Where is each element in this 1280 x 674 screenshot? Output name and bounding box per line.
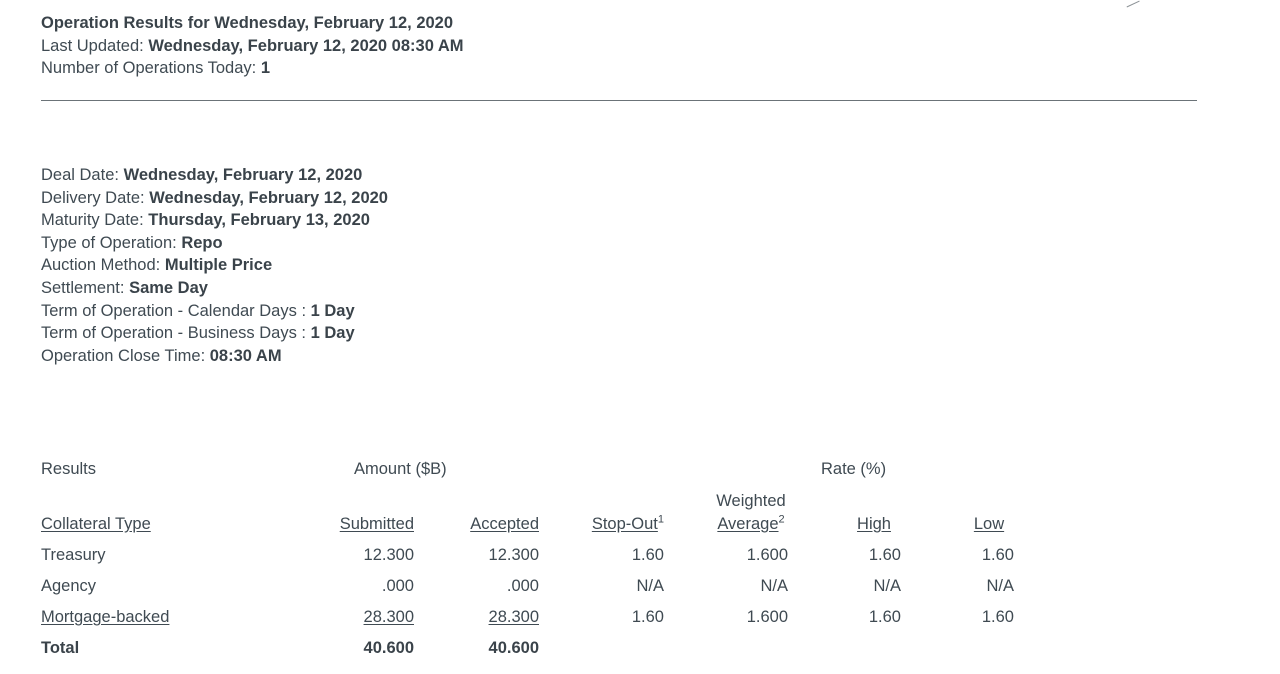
num-ops-value: 1 bbox=[260, 59, 271, 78]
row-mortgage-accepted-link[interactable]: 28.300 bbox=[488, 608, 539, 626]
col-low[interactable]: Low bbox=[973, 515, 1005, 533]
total-label: Total bbox=[41, 639, 80, 657]
row-mortgage-type-link[interactable]: Mortgage-backed bbox=[41, 608, 170, 626]
weighted-average-label[interactable]: Average bbox=[717, 515, 779, 533]
row-mortgage-high: 1.60 bbox=[868, 608, 901, 626]
row-agency-accepted: .000 bbox=[506, 577, 539, 595]
row-agency-wavg: N/A bbox=[760, 577, 788, 595]
number-of-operations bbox=[41, 57, 1197, 80]
row-treasury-accepted: 12.300 bbox=[488, 546, 539, 564]
auction-method-label: Auction Method: bbox=[41, 256, 161, 275]
deal-date-label: Deal Date: bbox=[41, 166, 119, 184]
divider bbox=[41, 100, 1197, 101]
settlement-value: Same Day bbox=[129, 278, 208, 297]
delivery-date bbox=[41, 187, 388, 210]
row-agency-high: N/A bbox=[873, 577, 901, 595]
total-accepted: 40.600 bbox=[488, 639, 539, 657]
maturity-date bbox=[41, 209, 388, 232]
maturity-date-label: Maturity Date: bbox=[41, 211, 144, 230]
col-weighted-average[interactable] bbox=[700, 514, 802, 534]
term-calendar-value: 1 Day bbox=[310, 301, 355, 320]
row-agency-submitted: .000 bbox=[381, 577, 414, 595]
row-treasury-type: Treasury bbox=[41, 546, 106, 564]
weighted-average-footnote: 2 bbox=[778, 513, 785, 526]
row-agency-low: N/A bbox=[986, 577, 1014, 595]
last-updated-value: Wednesday, February 12, 2020 08:30 AM bbox=[148, 36, 464, 55]
col-weighted-line1: Weighted bbox=[716, 492, 786, 510]
row-agency-stopout: N/A bbox=[636, 577, 664, 595]
term-calendar-days bbox=[41, 300, 388, 323]
term-business-value: 1 Day bbox=[310, 324, 355, 343]
close-time-value: 08:30 AM bbox=[209, 346, 282, 365]
auction-method-value: Multiple Price bbox=[164, 256, 273, 275]
row-treasury-low: 1.60 bbox=[981, 546, 1014, 564]
row-agency-type: Agency bbox=[41, 577, 97, 595]
type-of-operation bbox=[41, 232, 388, 255]
row-mortgage-stopout: 1.60 bbox=[631, 608, 664, 626]
operation-close-time bbox=[41, 345, 388, 368]
type-label: Type of Operation: bbox=[41, 233, 177, 252]
deal-details bbox=[41, 164, 388, 367]
operation-header bbox=[41, 12, 1197, 80]
delivery-date-value: Wednesday, February 12, 2020 bbox=[149, 188, 388, 207]
row-mortgage-low: 1.60 bbox=[981, 608, 1014, 626]
row-treasury-submitted: 12.300 bbox=[363, 546, 414, 564]
auction-method bbox=[41, 254, 388, 277]
last-updated-label: Last Updated: bbox=[41, 36, 144, 55]
col-stop-out[interactable] bbox=[560, 514, 664, 534]
row-treasury-stopout: 1.60 bbox=[631, 546, 664, 564]
term-calendar-label: Term of Operation - Calendar Days : bbox=[41, 301, 307, 320]
term-business-days bbox=[41, 322, 388, 345]
row-mortgage-wavg: 1.600 bbox=[746, 608, 788, 626]
settlement-label: Settlement: bbox=[41, 278, 125, 297]
amount-group-header: Amount ($B) bbox=[354, 460, 447, 478]
close-time-label: Operation Close Time: bbox=[41, 346, 206, 365]
col-accepted[interactable]: Accepted bbox=[470, 515, 539, 533]
settlement bbox=[41, 277, 388, 300]
deal-date-value: Wednesday, February 12, 2020 bbox=[123, 166, 363, 184]
num-ops-label: Number of Operations Today: bbox=[41, 59, 257, 78]
page-title: Operation Results for Wednesday, February 12, 2020 bbox=[41, 14, 454, 32]
term-business-label: Term of Operation - Business Days : bbox=[41, 324, 307, 343]
stop-out-footnote: 1 bbox=[657, 513, 664, 526]
total-submitted: 40.600 bbox=[363, 639, 414, 657]
deal-date bbox=[41, 164, 388, 187]
maturity-date-value: Thursday, February 13, 2020 bbox=[148, 211, 370, 230]
row-mortgage-submitted-link[interactable]: 28.300 bbox=[363, 608, 414, 626]
col-submitted[interactable]: Submitted bbox=[339, 515, 414, 533]
stop-out-label[interactable]: Stop-Out bbox=[591, 515, 658, 533]
col-high[interactable]: High bbox=[857, 515, 891, 533]
delivery-date-label: Delivery Date: bbox=[41, 188, 145, 207]
row-treasury-wavg: 1.600 bbox=[746, 546, 788, 564]
corner-mark bbox=[1122, 0, 1139, 7]
last-updated bbox=[41, 35, 1197, 58]
type-value: Repo bbox=[181, 233, 223, 252]
col-collateral-type[interactable]: Collateral Type bbox=[41, 515, 151, 533]
row-treasury-high: 1.60 bbox=[868, 546, 901, 564]
rate-group-header: Rate (%) bbox=[821, 460, 887, 478]
results-label: Results bbox=[41, 460, 97, 478]
